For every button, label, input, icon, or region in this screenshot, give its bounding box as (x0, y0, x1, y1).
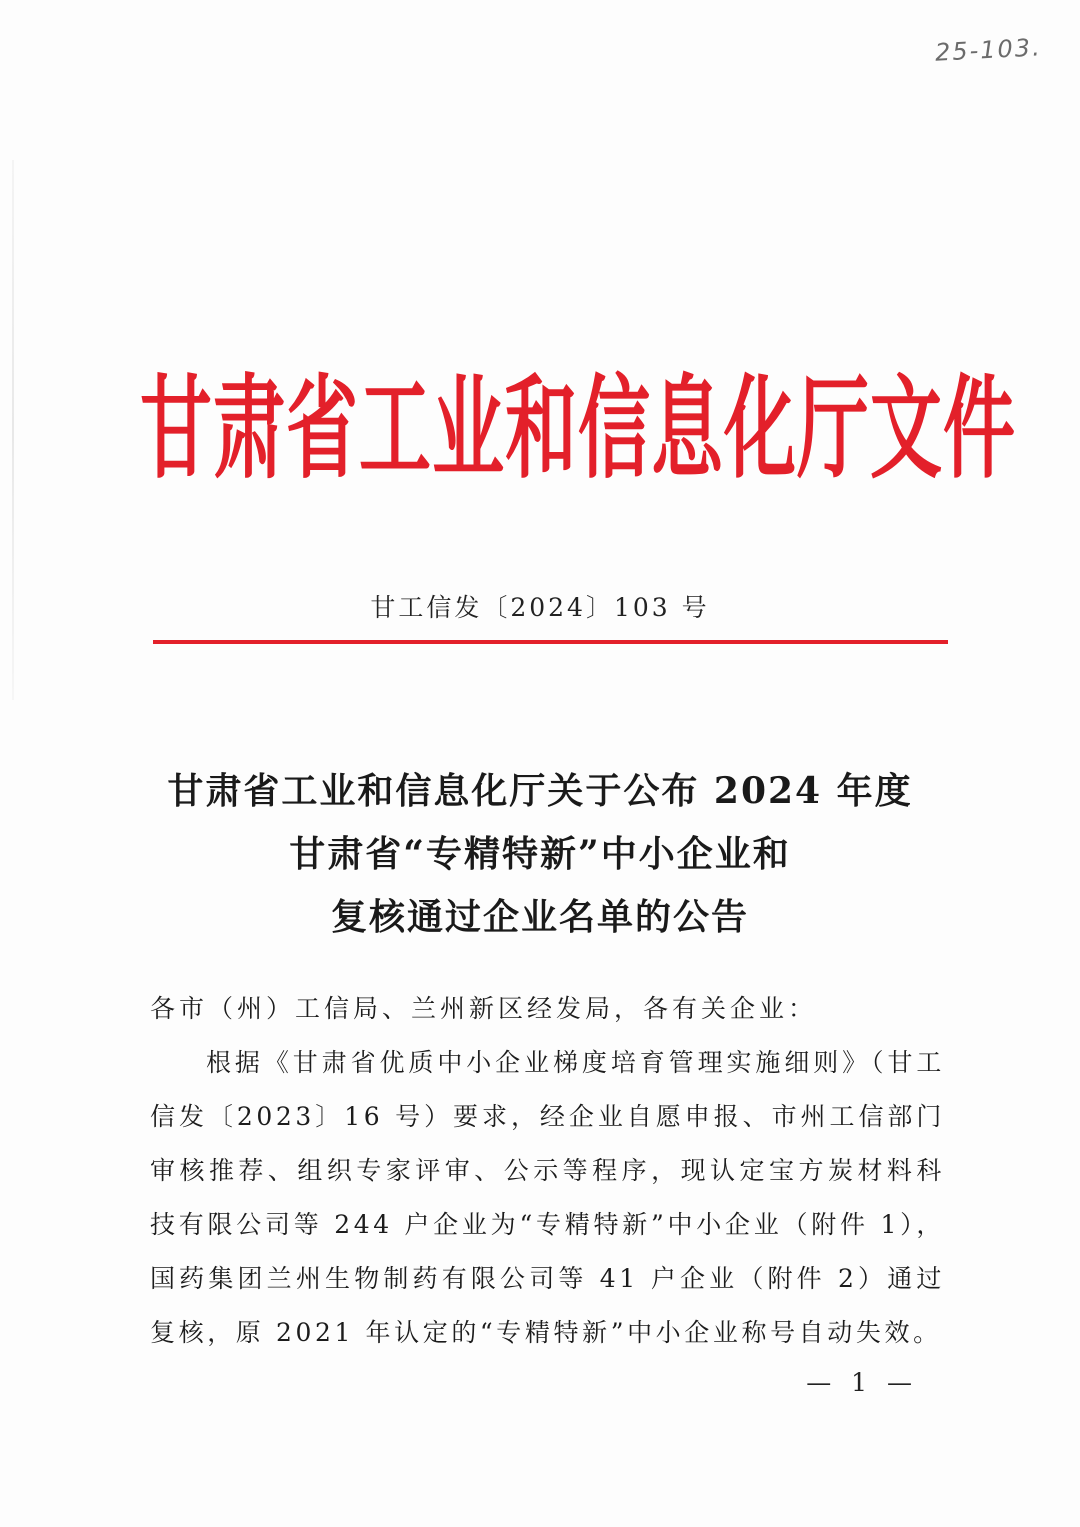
title-line-1: 甘肃省工业和信息化厅关于公布 2024 年度 (167, 770, 913, 812)
body-text (150, 982, 945, 1360)
page-number: — 1 — (806, 1368, 918, 1397)
announcement-title (0, 760, 1080, 949)
document-number: 甘工信发〔2024〕103 号 (370, 593, 710, 622)
red-divider-line (153, 640, 948, 644)
red-header-title: 甘肃省工业和信息化厅文件 (140, 362, 1017, 494)
title-line-2: 甘肃省“专精特新”中小企业和 (289, 833, 791, 875)
body-paragraph-1: 根据《甘肃省优质中小企业梯度培育管理实施细则》（甘工信发〔2023〕16 号）要求，经企业自愿申报、市州工信部门审核推荐、组织专家评审、公示等程序，现认定宝方炭材料科技有限公司等 244 户企业为“专精特新”中小企业（附件 1），国药集团兰州生物制药有限公司等 41 户企业（附件 2）通过复核，原 2021 年认定的“专精特新”中小企业称号自动失效。 (150, 1048, 945, 1347)
title-line-3: 复核通过企业名单的公告 (330, 896, 749, 938)
salutation: 各市（州）工信局、兰州新区经发局，各有关企业： (150, 994, 818, 1023)
handwritten-annotation: 25-103. (934, 33, 1043, 67)
